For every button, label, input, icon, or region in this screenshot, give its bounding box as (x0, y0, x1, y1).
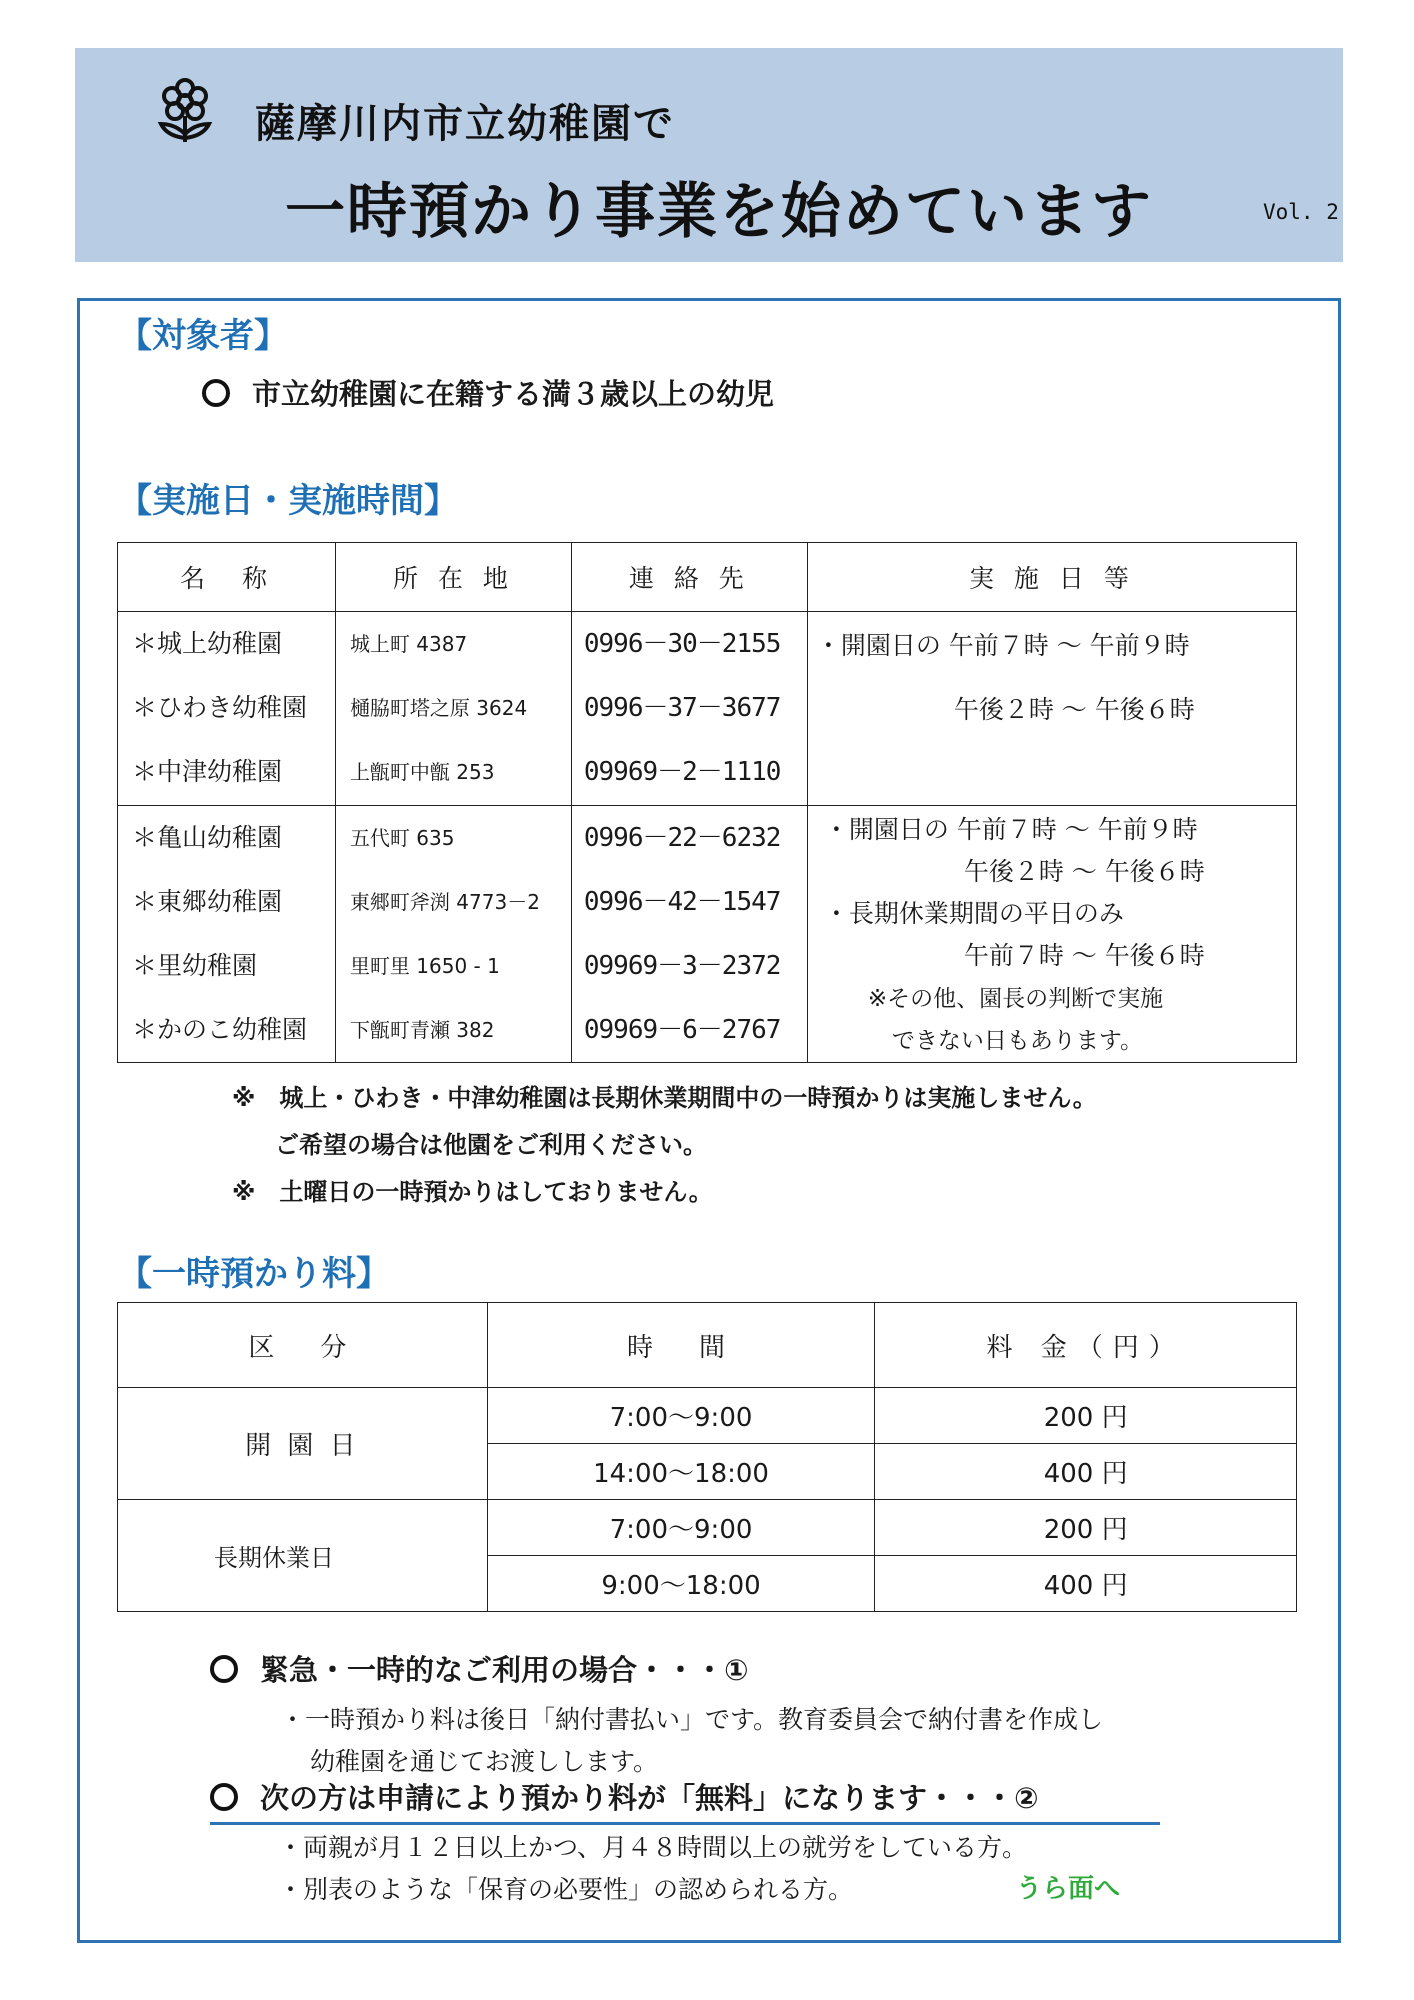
kindergarten-name: ＊亀山幼稚園 (132, 823, 283, 852)
time-line: ・開園日の 午前７時 ～ 午前９時 (823, 815, 1198, 844)
time-line: 午後２時 ～ 午後６時 (963, 857, 1205, 886)
time-note: ※その他、園長の判断で実施 (867, 986, 1164, 1012)
target-heading: 【対象者】 (118, 316, 288, 356)
table-row (118, 806, 1297, 1063)
table-row (118, 1500, 1297, 1556)
fee-amount: 400 円 (875, 1444, 1297, 1500)
flower-icon (155, 78, 215, 146)
target-text: 市立幼稚園に在籍する満３歳以上の幼児 (252, 377, 775, 411)
phone-number: 09969－6－2767 (583, 1015, 781, 1045)
usage-item-2-line: ・両親が月１２日以上かつ、月４８時間以上の就労をしている方。 (278, 1833, 1028, 1862)
phone-number: 09969－3－2372 (583, 951, 781, 981)
page-title: 一時預かり事業を始めています (285, 177, 1153, 247)
fee-time: 14:00～18:00 (487, 1444, 875, 1500)
time-line: 午前７時 ～ 午後６時 (963, 941, 1205, 970)
time-line: ・開園日の 午前７時 ～ 午前９時 (815, 631, 1190, 660)
phone-number: 0996－30－2155 (583, 629, 781, 659)
kindergarten-name: ＊ひわき幼稚園 (132, 693, 308, 722)
kindergarten-name: ＊里幼稚園 (132, 951, 258, 980)
schedule-heading: 【実施日・実施時間】 (118, 481, 458, 521)
fees-table (117, 1302, 1297, 1612)
back-page-link[interactable]: うら面へ (1016, 1874, 1121, 1904)
address: 樋脇町塔之原 3624 (349, 696, 528, 720)
phone-number: 0996－37－3677 (583, 693, 781, 723)
address: 東郷町斧渕 4773－2 (349, 890, 540, 914)
circle-bullet-icon (210, 1783, 238, 1811)
group2-times (807, 806, 1296, 1063)
col-contact: 連 絡 先 (571, 543, 807, 612)
address: 五代町 635 (349, 826, 455, 850)
usage-item-1-text: 緊急・一時的なご利用の場合・・・① (260, 1653, 749, 1687)
circle-bullet-icon (210, 1655, 238, 1683)
fee-amount: 400 円 (875, 1556, 1297, 1612)
group1-names (118, 612, 336, 806)
table-row (118, 612, 1297, 806)
col-name: 名 称 (118, 543, 336, 612)
schedule-note: ※ 城上・ひわき・中津幼稚園は長期休業期間中の一時預かりは実施しません。 (232, 1084, 1097, 1112)
usage-item-2 (210, 1776, 1039, 1817)
usage-item-1-line: 幼稚園を通じてお渡しします。 (310, 1747, 659, 1776)
kindergarten-name: ＊中津幼稚園 (132, 757, 283, 786)
address: 里町里 1650 - 1 (349, 954, 500, 978)
fee-time: 7:00～9:00 (487, 1500, 875, 1556)
target-line (202, 372, 774, 413)
usage-item-2-text: 次の方は申請により預かり料が「無料」になります・・・② (260, 1781, 1039, 1815)
group1-phones (571, 612, 807, 806)
fee-amount: 200 円 (875, 1500, 1297, 1556)
time-note: できない日もあります。 (891, 1028, 1143, 1054)
group1-addresses (335, 612, 571, 806)
time-line: ・長期休業期間の平日のみ (823, 899, 1124, 928)
address: 下甑町青瀬 382 (349, 1018, 495, 1042)
schedule-header-row (118, 543, 1297, 612)
page-subtitle: 薩摩川内市立幼稚園で (255, 101, 675, 147)
schedule-table (117, 542, 1297, 1063)
usage-item-2-line: ・別表のような「保育の必要性」の認められる方。 (278, 1875, 854, 1904)
schedule-note: ※ 土曜日の一時預かりはしておりません。 (232, 1178, 713, 1206)
fee-amount: 200 円 (875, 1388, 1297, 1444)
fee-time: 7:00～9:00 (487, 1388, 875, 1444)
group2-phones (571, 806, 807, 1063)
address: 城上町 4387 (349, 632, 468, 656)
circle-bullet-icon (202, 379, 230, 407)
time-line: 午後２時 ～ 午後６時 (953, 695, 1195, 724)
fee-time: 9:00～18:00 (487, 1556, 875, 1612)
fee-category: 開 園 日 (118, 1388, 488, 1500)
col-schedule: 実 施 日 等 (807, 543, 1296, 612)
fees-heading: 【一時預かり料】 (118, 1254, 390, 1294)
kindergarten-name: ＊城上幼稚園 (132, 629, 283, 658)
kindergarten-name: ＊かのこ幼稚園 (132, 1015, 308, 1044)
group2-addresses (335, 806, 571, 1063)
group1-times (807, 612, 1296, 806)
table-row (118, 1388, 1297, 1444)
col-category: 区 分 (118, 1303, 488, 1388)
phone-number: 09969－2－1110 (583, 757, 781, 787)
schedule-note: ご希望の場合は他園をご利用ください。 (275, 1131, 707, 1159)
address: 上甑町中甑 253 (349, 760, 495, 784)
usage-item-2-underline (210, 1822, 1160, 1825)
col-time: 時 間 (487, 1303, 875, 1388)
phone-number: 0996－22－6232 (583, 823, 781, 853)
kindergarten-name: ＊東郷幼稚園 (132, 887, 283, 916)
volume-label: Vol. 2 (1263, 200, 1339, 224)
usage-item-1-line: ・一時預かり料は後日「納付書払い」です。教育委員会で納付書を作成し (280, 1705, 1104, 1734)
col-address: 所 在 地 (335, 543, 571, 612)
usage-item-1 (210, 1648, 749, 1689)
col-fee: 料 金（円） (875, 1303, 1297, 1388)
fees-header-row (118, 1303, 1297, 1388)
group2-names (118, 806, 336, 1063)
fee-category: 長期休業日 (118, 1500, 488, 1612)
header-banner (75, 48, 1343, 262)
phone-number: 0996－42－1547 (583, 887, 781, 917)
